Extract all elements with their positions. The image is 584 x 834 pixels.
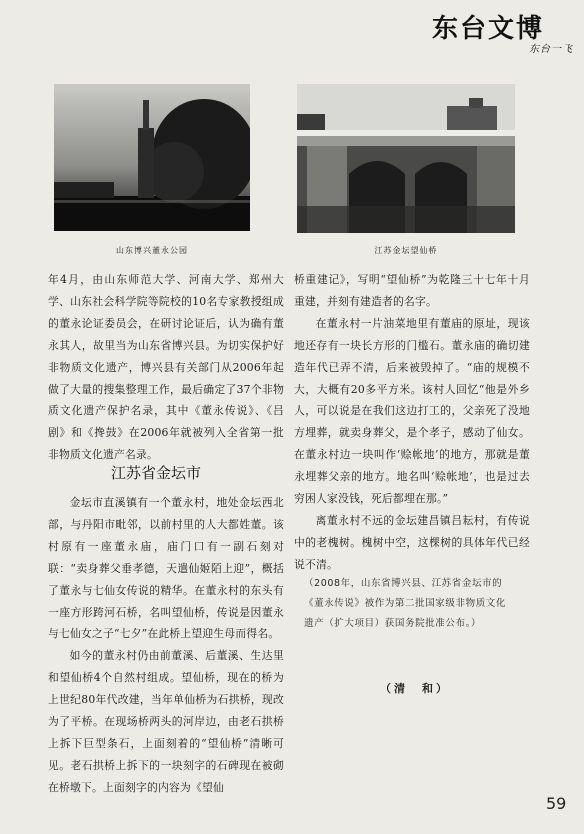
- right-paragraph-2: 在董永村一片油菜地里有董庙的原址，现该地还存有一块长方形的门槛石。董永庙的确切建造年代已弄不清，后来被毁掉了。“庙的规模不大，大概有20多平方米。该村人回忆“他是外乡人，可以说是在我们这边打工的，父亲死了没地方埋葬，就卖身葬父，是个孝子，感动了仙女。在董永村边一块叫作‘赊帐地’的地方，那就是董永埋葬父亲的地方。地名叫‘赊帐地’，也是过去穷困人家没钱，死后都埋在那。”: [294, 316, 530, 506]
- photo-caption-bridge: 江苏金坛望仙桥: [374, 246, 438, 255]
- right-paragraph-1: 桥重建记》，写明“望仙桥”为乾隆三十七年十月重建，并刻有建造者的名字。: [294, 273, 530, 308]
- page-number: 59: [546, 794, 567, 813]
- right-paragraph-3: 离董永村不远的金坛建昌镇吕耘村，有传说中的老槐树。槐树中空，这棵树的具体年代已经说不清。: [294, 513, 530, 571]
- left-column: [48, 269, 284, 466]
- publication-logo: [432, 8, 577, 56]
- right-column: [294, 269, 530, 576]
- logo-text: 东台文博: [432, 14, 545, 44]
- editorial-note: （2008年，山东省博兴县、江苏省金坛市的《董永传说》被作为第二批国家级非物质文化遗产（扩大项目）获国务院批准公布。）: [304, 578, 507, 629]
- section-title: 江苏省金坛市: [110, 464, 201, 482]
- photo-wangxian-bridge: [297, 84, 515, 233]
- photo-caption-park: 山东博兴董永公园: [116, 246, 188, 255]
- author-byline: （清 和）: [380, 682, 450, 695]
- logo-signature: 东台一飞: [529, 44, 573, 55]
- left-paragraph-1: 年4月，由山东师范大学、河南大学、郑州大学、山东社会科学院等院校的10名专家教授组成的董永论证委员会，在研讨论证后，认为确有董永其人，故里当为山东省博兴县。为切实保护好非物质文化遗产，博兴县有关部门从2006年起做了大量的搜集整理工作，最后确定了37个非物质文化遗产保护名录，其中《董永传说》、《吕剧》和《搀鼓》在2006年就被列入全省第一批非物质文化遗产名录。: [48, 273, 284, 462]
- left-column-lower: [48, 492, 284, 799]
- left-paragraph-2: 金坛市直溪镇有一个董永村，地处金坛西北部，与丹阳市毗邻，以前村里的人大都姓董。该村原有一座董永庙，庙门口有一副石刻对联：“卖身葬父垂孝德，天遣仙姬陌上迎”，概括了董永与七仙女传说的精华。在董永村的东头有一座方形跨河石桥，名叫望仙桥，传说是因董永与七仙女之子“七夕”在此桥上望迎生母而得名。: [48, 496, 284, 641]
- photo-dongyong-park: [54, 84, 250, 231]
- left-paragraph-3: 如今的董永村仍由前董溪、后董溪、生达里和望仙桥4个自然村组成。望仙桥，现在的桥为上世纪80年代改建，当年单仙桥为石拱桥，现改为了平桥。在现场桥两头的河岸边，由老石拱桥上拆下巨型条石，上面刻着的“望仙桥”清晰可见。老石拱桥上拆下的一块刻字的石碑现在被砌在桥墩下。上面刻字的内容为《望仙: [48, 649, 284, 794]
